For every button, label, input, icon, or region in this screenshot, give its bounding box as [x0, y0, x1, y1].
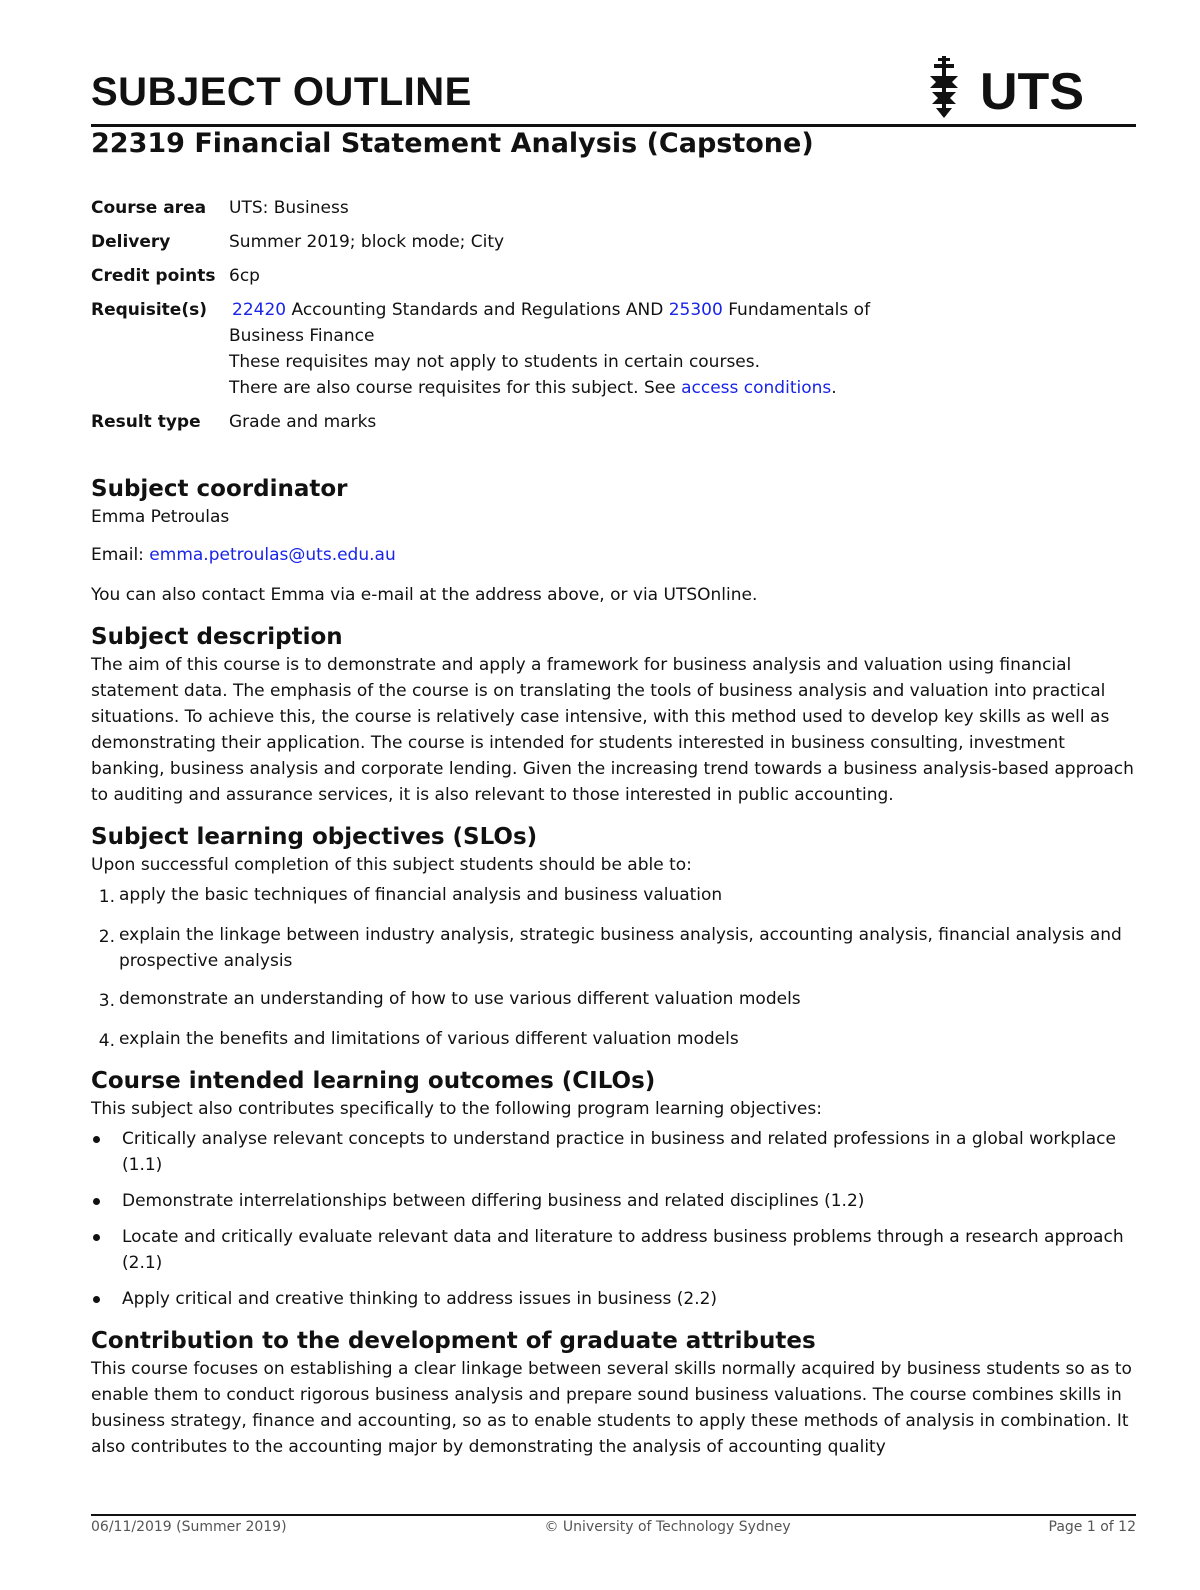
coordinator-email-line — [91, 542, 1136, 568]
graduate-attributes-heading: Contribution to the development of graduate attributes — [91, 1328, 816, 1354]
meta-row-requisites — [91, 297, 1136, 401]
requisites-subjects — [229, 297, 909, 349]
outline-body — [91, 474, 1136, 1460]
slos-intro: Upon successful completion of this subject students should be able to: — [91, 855, 692, 875]
list-item — [91, 1026, 1136, 1054]
graduate-attributes-text: This course focuses on establishing a clear linkage between several skills normally acquired by business students so as to enable them to conduct rigorous business analysis and prepare sound business valuations. The course combines skills in business strategy, finance and accounting, so as to enable students to apply these methods of analysis in combination. It also contributes to the accounting major by demonstrating the analysis of accounting quality — [91, 1359, 1132, 1457]
slos-heading: Subject learning objectives (SLOs) — [91, 824, 538, 850]
list-number: 3. — [98, 991, 115, 1011]
requisite-text-1: Accounting Standards and Regulations AND — [286, 300, 669, 320]
page-footer — [91, 1519, 1136, 1535]
result-type-value: Grade and marks — [229, 412, 377, 432]
description-text: The aim of this course is to demonstrate and apply a framework for business analysis and valuation using financial statement data. The emphasis of the course is on translating the tools of business analysis and valuation into practical situations. To achieve this, the course is relatively case intensive, with this method used to develop key skills as well as demonstrating their application. The course is intended for students interested in business consulting, investment banking, business analysis and corporate lending. Given the increasing trend towards a business analysis-based approach to auditing and assurance services, it is also relevant to those interested in public accounting. — [91, 655, 1134, 805]
requisites-note-2 — [229, 375, 1136, 401]
bullet-icon — [91, 1126, 122, 1178]
list-item-text: explain the benefits and limitations of various different valuation models — [119, 1029, 739, 1049]
cilos-section — [91, 1066, 1136, 1312]
description-section — [91, 622, 1136, 808]
course-area-value: UTS: Business — [229, 198, 349, 218]
meta-row-credit-points — [91, 263, 1136, 289]
list-item-text: Locate and critically evaluate relevant data and literature to address business problems through a research approach (2.1) — [122, 1227, 1124, 1273]
requisite-text-2: Fundamentals of Business Finance — [229, 300, 871, 346]
coordinator-email-link[interactable]: emma.petroulas@uts.edu.au — [149, 545, 396, 565]
credit-points-label: Credit points — [91, 266, 216, 286]
requisite-link-22420[interactable]: 22420 — [232, 300, 287, 320]
list-number: 1. — [98, 887, 115, 907]
header-rule — [91, 124, 1136, 127]
bullet-icon — [91, 1224, 122, 1276]
footer-rule — [91, 1514, 1136, 1516]
list-item — [91, 986, 1136, 1014]
access-conditions-link[interactable]: access conditions — [681, 378, 832, 398]
cilos-intro: This subject also contributes specifically to the following program learning objectives: — [91, 1099, 822, 1119]
delivery-value: Summer 2019; block mode; City — [229, 232, 505, 252]
meta-row-delivery — [91, 229, 1136, 255]
list-item-text: Apply critical and creative thinking to address issues in business (2.2) — [122, 1289, 718, 1309]
requisites-note-1: These requisites may not apply to students in certain courses. — [229, 352, 761, 372]
description-heading: Subject description — [91, 624, 343, 650]
course-area-label: Course area — [91, 198, 207, 218]
footer-page-number: Page 1 of 12 — [1048, 1519, 1136, 1535]
list-item — [91, 1286, 1136, 1312]
credit-points-value: 6cp — [229, 266, 260, 286]
list-item-text: apply the basic techniques of financial analysis and business valuation — [119, 885, 723, 905]
subject-meta-table — [91, 195, 1136, 435]
requisites-note-2-suffix: . — [831, 378, 837, 398]
result-type-label: Result type — [91, 412, 201, 432]
list-item — [91, 882, 1136, 910]
slos-list — [91, 882, 1136, 1054]
list-item-text: explain the linkage between industry analysis, strategic business analysis, accounting analysis, financial analysis and prospective analysis — [119, 925, 1122, 971]
slos-section — [91, 822, 1136, 1054]
graduate-attributes-section — [91, 1326, 1136, 1460]
footer-date: 06/11/2019 (Summer 2019) — [91, 1519, 287, 1535]
cilos-heading: Course intended learning outcomes (CILOs) — [91, 1068, 656, 1094]
meta-row-result-type — [91, 409, 1136, 435]
list-number: 2. — [98, 927, 115, 947]
subject-name: 22319 Financial Statement Analysis (Capstone) — [91, 128, 814, 159]
coordinator-name: Emma Petroulas — [91, 507, 230, 527]
requisites-label: Requisite(s) — [91, 300, 207, 320]
page-title: SUBJECT OUTLINE — [91, 70, 472, 114]
requisites-note-2-prefix: There are also course requisites for this subject. See — [229, 378, 682, 398]
bullet-icon — [91, 1188, 122, 1214]
list-item — [91, 1188, 1136, 1214]
footer-copyright: © University of Technology Sydney — [544, 1519, 791, 1535]
uts-logo — [928, 52, 1098, 122]
list-item-text: demonstrate an understanding of how to use various different valuation models — [119, 989, 801, 1009]
bullet-icon — [91, 1286, 122, 1312]
coordinator-note: You can also contact Emma via e-mail at the address above, or via UTSOnline. — [91, 585, 758, 605]
list-item — [91, 922, 1136, 974]
requisite-link-25300[interactable]: 25300 — [668, 300, 723, 320]
coordinator-heading: Subject coordinator — [91, 476, 348, 502]
list-number: 4. — [98, 1031, 115, 1051]
cilos-list — [91, 1126, 1136, 1312]
requisites-value — [229, 297, 1136, 401]
list-item — [91, 1224, 1136, 1276]
email-label: Email: — [91, 545, 150, 565]
coordinator-section — [91, 474, 1136, 608]
logo-text: UTS — [980, 63, 1084, 121]
list-item-text: Demonstrate interrelationships between differing business and related disciplines (1.2) — [122, 1191, 865, 1211]
delivery-label: Delivery — [91, 232, 171, 252]
list-item-text: Critically analyse relevant concepts to understand practice in business and related professions in a global workplace (1.1) — [122, 1129, 1116, 1175]
list-item — [91, 1126, 1136, 1178]
meta-row-course-area — [91, 195, 1136, 221]
